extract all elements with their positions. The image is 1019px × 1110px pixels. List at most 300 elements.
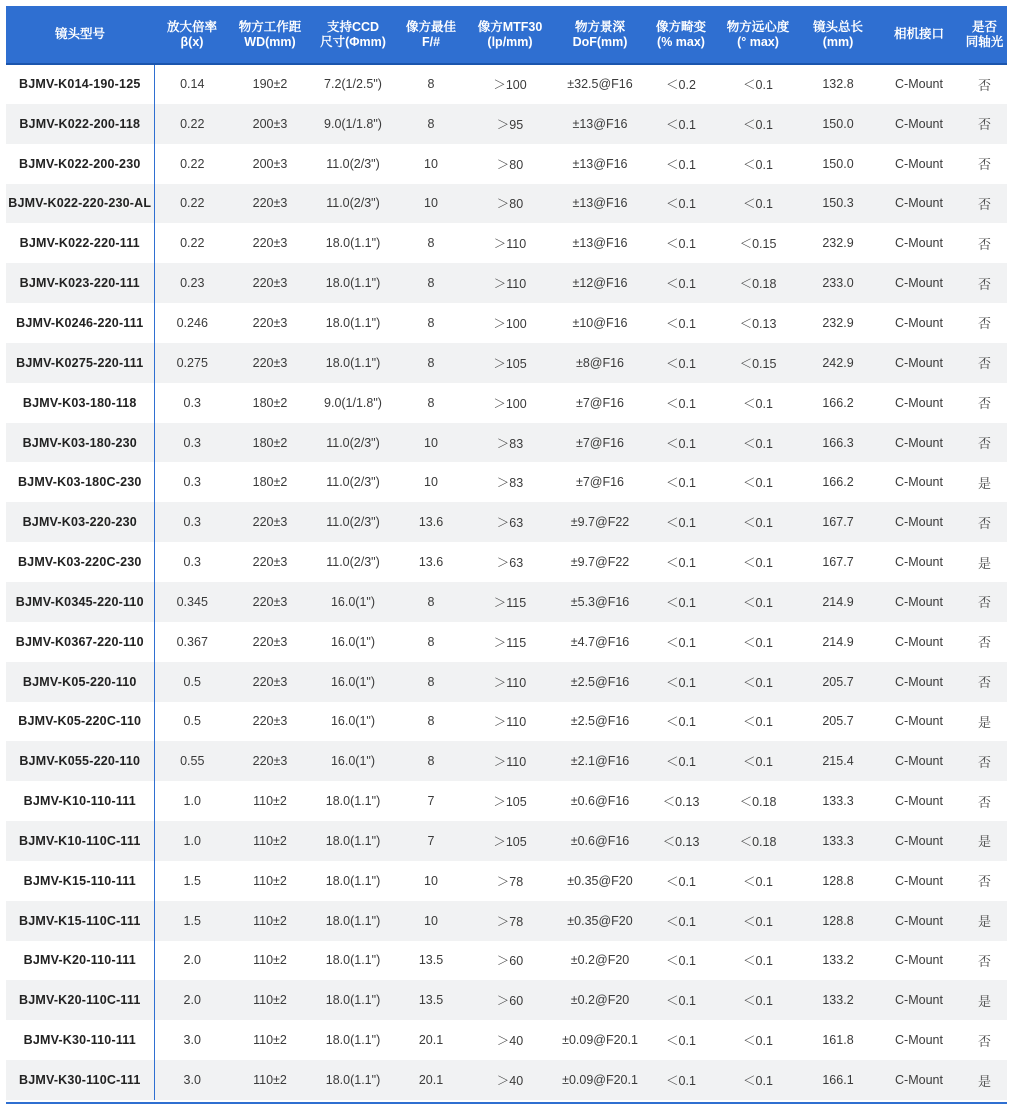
column-header-working-distance <box>230 6 310 64</box>
cell-magnification: 1.5 <box>183 913 201 928</box>
table-header <box>6 6 1007 64</box>
cell-camera-mount: C-Mount <box>895 1073 943 1088</box>
table-row <box>6 741 1007 781</box>
column-header-line2: β(x) <box>180 34 204 49</box>
cell-depth-of-field: ±13@F16 <box>572 116 628 131</box>
cell-working-distance: 220±3 <box>252 196 288 211</box>
column-header-line1: 是否 <box>971 19 997 34</box>
cell-ccd-size: 11.0(2/3") <box>326 475 380 490</box>
cell-f-number: 8 <box>427 634 435 649</box>
cell-ccd-size: 18.0(1.1") <box>325 873 381 888</box>
column-header-line2: WD(mm) <box>244 34 296 49</box>
cell-magnification: 2.0 <box>183 993 201 1008</box>
cell-depth-of-field: ±0.2@F20 <box>570 993 630 1008</box>
cell-coaxial-light: 否 <box>977 1033 991 1049</box>
cell-camera-mount: C-Mount <box>895 714 943 729</box>
column-header-line1: 支持CCD <box>326 19 380 34</box>
cell-working-distance: 220±3 <box>252 714 288 729</box>
cell-mtf30: ＞115 <box>493 595 527 610</box>
column-header-coaxial-light <box>962 6 1007 64</box>
column-header-model <box>6 6 154 64</box>
cell-depth-of-field: ±9.7@F22 <box>570 515 630 530</box>
cell-telecentricity: ＜0.1 <box>743 994 773 1009</box>
cell-coaxial-light: 是 <box>977 914 991 930</box>
cell-coaxial-light: 否 <box>977 356 991 372</box>
cell-f-number: 7 <box>427 794 435 809</box>
cell-camera-mount: C-Mount <box>895 555 943 570</box>
cell-telecentricity: ＜0.18 <box>739 277 777 292</box>
cell-distortion: ＜0.1 <box>666 1034 696 1049</box>
cell-camera-mount: C-Mount <box>895 1033 943 1048</box>
cell-total-length: 167.7 <box>822 515 854 530</box>
column-header-line1: 像方MTF30 <box>477 19 543 34</box>
cell-depth-of-field: ±9.7@F22 <box>570 555 630 570</box>
cell-coaxial-light: 否 <box>977 595 991 611</box>
cell-model: BJMV-K20-110C-111 <box>6 980 154 1020</box>
cell-f-number: 10 <box>424 475 438 490</box>
cell-model: BJMV-K15-110C-111 <box>6 901 154 941</box>
cell-ccd-size: 11.0(2/3") <box>326 515 380 530</box>
column-header-line2: (% max) <box>657 34 705 49</box>
cell-depth-of-field: ±2.5@F16 <box>570 714 630 729</box>
table-row <box>6 223 1007 263</box>
column-header-line2: (lp/mm) <box>487 34 533 49</box>
cell-total-length: 128.8 <box>822 873 854 888</box>
cell-total-length: 133.3 <box>822 833 854 848</box>
cell-working-distance: 220±3 <box>252 674 288 689</box>
cell-ccd-size: 11.0(2/3") <box>326 196 380 211</box>
cell-magnification: 0.22 <box>180 156 205 171</box>
cell-f-number: 20.1 <box>418 1073 444 1088</box>
cell-camera-mount: C-Mount <box>895 634 943 649</box>
cell-magnification: 0.3 <box>183 435 201 450</box>
cell-coaxial-light: 否 <box>977 635 991 651</box>
cell-telecentricity: ＜0.1 <box>743 476 773 491</box>
cell-model: BJMV-K30-110-111 <box>6 1020 154 1060</box>
cell-total-length: 233.0 <box>822 276 854 291</box>
cell-ccd-size: 18.0(1.1") <box>325 953 381 968</box>
cell-working-distance: 110±2 <box>253 993 287 1008</box>
table-row <box>6 542 1007 582</box>
cell-coaxial-light: 否 <box>977 117 991 133</box>
cell-coaxial-light: 否 <box>977 754 991 770</box>
cell-working-distance: 220±3 <box>252 594 288 609</box>
cell-magnification: 0.3 <box>183 395 201 410</box>
table-row <box>6 144 1007 184</box>
cell-working-distance: 110±2 <box>253 913 287 928</box>
cell-coaxial-light: 否 <box>977 953 991 969</box>
column-header-f-number <box>396 6 466 64</box>
column-header-line1: 物方工作距 <box>238 19 302 34</box>
cell-model: BJMV-K03-180-230 <box>6 423 154 463</box>
cell-ccd-size: 18.0(1.1") <box>325 1073 381 1088</box>
cell-model: BJMV-K022-200-230 <box>6 144 154 184</box>
cell-total-length: 214.9 <box>822 634 854 649</box>
cell-mtf30: ＞110 <box>493 675 527 690</box>
cell-coaxial-light: 否 <box>977 515 991 531</box>
cell-distortion: ＜0.1 <box>666 595 696 610</box>
cell-mtf30: ＞63 <box>496 556 524 571</box>
cell-distortion: ＜0.1 <box>666 914 696 929</box>
cell-f-number: 20.1 <box>418 1033 444 1048</box>
cell-mtf30: ＞80 <box>496 157 524 172</box>
cell-working-distance: 200±3 <box>252 156 288 171</box>
cell-magnification: 0.5 <box>183 674 201 689</box>
column-header-line2: DoF(mm) <box>572 34 628 49</box>
cell-model: BJMV-K055-220-110 <box>6 741 154 781</box>
cell-working-distance: 180±2 <box>252 435 288 450</box>
table-row <box>6 662 1007 702</box>
cell-coaxial-light: 否 <box>977 236 991 252</box>
cell-telecentricity: ＜0.18 <box>739 795 777 810</box>
column-header-line1: 镜头总长 <box>812 19 863 34</box>
cell-ccd-size: 18.0(1.1") <box>325 794 381 809</box>
column-header-total-length <box>800 6 876 64</box>
cell-ccd-size: 11.0(2/3") <box>326 555 380 570</box>
table-row <box>6 64 1007 104</box>
cell-working-distance: 110±2 <box>253 794 287 809</box>
cell-model: BJMV-K0367-220-110 <box>6 622 154 662</box>
cell-camera-mount: C-Mount <box>895 77 943 92</box>
table-row <box>6 383 1007 423</box>
cell-camera-mount: C-Mount <box>895 276 943 291</box>
cell-distortion: ＜0.1 <box>666 316 696 331</box>
cell-camera-mount: C-Mount <box>895 395 943 410</box>
cell-depth-of-field: ±0.09@F20.1 <box>562 1073 638 1088</box>
cell-coaxial-light: 是 <box>977 475 991 491</box>
cell-working-distance: 110±2 <box>253 953 287 968</box>
column-header-line1: 物方远心度 <box>726 19 790 34</box>
cell-camera-mount: C-Mount <box>895 873 943 888</box>
cell-depth-of-field: ±10@F16 <box>572 315 628 330</box>
cell-working-distance: 180±2 <box>252 475 288 490</box>
cell-f-number: 8 <box>427 77 435 92</box>
cell-depth-of-field: ±32.5@F16 <box>567 77 633 92</box>
cell-f-number: 13.5 <box>418 953 444 968</box>
cell-total-length: 242.9 <box>822 355 854 370</box>
cell-telecentricity: ＜0.1 <box>743 755 773 770</box>
table-row <box>6 941 1007 981</box>
cell-depth-of-field: ±13@F16 <box>572 236 628 251</box>
cell-coaxial-light: 否 <box>977 675 991 691</box>
cell-distortion: ＜0.1 <box>666 476 696 491</box>
cell-working-distance: 200±3 <box>252 116 288 131</box>
table-row <box>6 1060 1007 1100</box>
cell-total-length: 232.9 <box>822 315 854 330</box>
cell-total-length: 133.2 <box>822 993 854 1008</box>
cell-ccd-size: 16.0(1") <box>330 714 376 729</box>
cell-distortion: ＜0.1 <box>666 277 696 292</box>
column-header-line1: 相机接口 <box>893 27 944 41</box>
table-row <box>6 861 1007 901</box>
cell-depth-of-field: ±8@F16 <box>575 355 625 370</box>
cell-distortion: ＜0.1 <box>666 516 696 531</box>
cell-mtf30: ＞100 <box>493 396 527 411</box>
cell-telecentricity: ＜0.1 <box>743 556 773 571</box>
cell-telecentricity: ＜0.1 <box>743 635 773 650</box>
cell-mtf30: ＞63 <box>496 516 524 531</box>
cell-magnification: 0.3 <box>183 515 201 530</box>
cell-ccd-size: 18.0(1.1") <box>325 355 381 370</box>
cell-total-length: 205.7 <box>822 674 854 689</box>
cell-telecentricity: ＜0.1 <box>743 117 773 132</box>
cell-mtf30: ＞78 <box>496 874 524 889</box>
cell-f-number: 10 <box>424 156 438 171</box>
cell-camera-mount: C-Mount <box>895 236 943 251</box>
cell-f-number: 8 <box>427 315 435 330</box>
cell-depth-of-field: ±12@F16 <box>572 276 628 291</box>
cell-distortion: ＜0.1 <box>666 157 696 172</box>
lens-spec-table <box>6 6 1007 1100</box>
column-header-telecentricity <box>716 6 800 64</box>
cell-f-number: 8 <box>427 395 435 410</box>
cell-coaxial-light: 否 <box>977 396 991 412</box>
cell-mtf30: ＞40 <box>496 1034 524 1049</box>
cell-model: BJMV-K03-220C-230 <box>6 542 154 582</box>
cell-total-length: 166.3 <box>822 435 854 450</box>
cell-depth-of-field: ±5.3@F16 <box>570 594 630 609</box>
cell-telecentricity: ＜0.1 <box>743 874 773 889</box>
cell-magnification: 0.3 <box>183 555 201 570</box>
cell-distortion: ＜0.1 <box>666 237 696 252</box>
column-header-depth-of-field <box>554 6 646 64</box>
cell-camera-mount: C-Mount <box>895 993 943 1008</box>
cell-coaxial-light: 否 <box>977 436 991 452</box>
cell-distortion: ＜0.13 <box>662 834 700 849</box>
cell-magnification: 3.0 <box>183 1073 201 1088</box>
cell-mtf30: ＞100 <box>493 316 527 331</box>
cell-magnification: 3.0 <box>183 1033 201 1048</box>
cell-ccd-size: 11.0(2/3") <box>326 156 380 171</box>
cell-ccd-size: 16.0(1") <box>330 674 376 689</box>
table-row <box>6 263 1007 303</box>
cell-mtf30: ＞83 <box>496 476 524 491</box>
column-header-ccd-size <box>310 6 396 64</box>
cell-working-distance: 220±3 <box>252 315 288 330</box>
cell-telecentricity: ＜0.13 <box>739 316 777 331</box>
table-row <box>6 901 1007 941</box>
cell-total-length: 161.8 <box>822 1033 854 1048</box>
column-header-mtf30 <box>466 6 554 64</box>
column-header-camera-mount <box>876 6 962 64</box>
cell-depth-of-field: ±0.6@F16 <box>570 833 630 848</box>
cell-f-number: 8 <box>427 594 435 609</box>
cell-coaxial-light: 否 <box>977 874 991 890</box>
cell-model: BJMV-K0345-220-110 <box>6 582 154 622</box>
cell-magnification: 1.0 <box>183 833 201 848</box>
cell-camera-mount: C-Mount <box>895 355 943 370</box>
cell-distortion: ＜0.1 <box>666 197 696 212</box>
cell-distortion: ＜0.1 <box>666 1074 696 1089</box>
cell-distortion: ＜0.13 <box>662 795 700 810</box>
cell-total-length: 150.0 <box>822 156 854 171</box>
cell-total-length: 167.7 <box>822 555 854 570</box>
cell-model: BJMV-K023-220-111 <box>6 263 154 303</box>
cell-f-number: 13.6 <box>418 515 444 530</box>
cell-distortion: ＜0.1 <box>666 954 696 969</box>
cell-depth-of-field: ±7@F16 <box>575 475 625 490</box>
cell-f-number: 13.6 <box>418 555 444 570</box>
table-bottom-border <box>6 1102 1007 1104</box>
cell-magnification: 0.275 <box>176 355 208 370</box>
cell-total-length: 133.2 <box>822 953 854 968</box>
column-header-line2: 同轴光 <box>965 34 1004 49</box>
cell-mtf30: ＞60 <box>496 954 524 969</box>
cell-model: BJMV-K022-200-118 <box>6 104 154 144</box>
cell-magnification: 0.23 <box>180 276 205 291</box>
cell-telecentricity: ＜0.1 <box>743 197 773 212</box>
cell-magnification: 0.55 <box>180 754 205 769</box>
column-header-line1: 像方畸变 <box>655 19 706 34</box>
column-header-line2: 尺寸(Φmm) <box>320 34 386 49</box>
cell-telecentricity: ＜0.1 <box>743 436 773 451</box>
cell-ccd-size: 16.0(1") <box>330 594 376 609</box>
cell-total-length: 214.9 <box>822 594 854 609</box>
cell-ccd-size: 16.0(1") <box>330 754 376 769</box>
table-row <box>6 423 1007 463</box>
cell-model: BJMV-K05-220-110 <box>6 662 154 702</box>
cell-mtf30: ＞105 <box>493 356 527 371</box>
cell-ccd-size: 16.0(1") <box>330 634 376 649</box>
cell-magnification: 0.14 <box>180 77 205 92</box>
cell-telecentricity: ＜0.15 <box>739 356 777 371</box>
cell-distortion: ＜0.1 <box>666 436 696 451</box>
cell-camera-mount: C-Mount <box>895 116 943 131</box>
cell-depth-of-field: ±2.1@F16 <box>570 754 630 769</box>
cell-total-length: 166.2 <box>822 395 854 410</box>
cell-working-distance: 110±2 <box>253 873 287 888</box>
table-row <box>6 462 1007 502</box>
cell-coaxial-light: 否 <box>977 196 991 212</box>
cell-working-distance: 220±3 <box>252 634 288 649</box>
cell-model: BJMV-K05-220C-110 <box>6 702 154 742</box>
cell-distortion: ＜0.2 <box>666 78 696 93</box>
cell-magnification: 0.367 <box>176 634 208 649</box>
table-body <box>6 64 1007 1100</box>
cell-total-length: 132.8 <box>822 77 854 92</box>
cell-coaxial-light: 是 <box>977 714 991 730</box>
column-header-line1: 像方最佳 <box>405 19 456 34</box>
cell-depth-of-field: ±4.7@F16 <box>570 634 630 649</box>
column-header-line1: 物方景深 <box>574 19 625 34</box>
cell-ccd-size: 9.0(1/1.8") <box>324 116 382 131</box>
cell-ccd-size: 18.0(1.1") <box>325 913 381 928</box>
cell-depth-of-field: ±0.09@F20.1 <box>562 1033 638 1048</box>
cell-telecentricity: ＜0.1 <box>743 78 773 93</box>
cell-total-length: 133.3 <box>822 794 854 809</box>
cell-mtf30: ＞110 <box>493 755 527 770</box>
cell-camera-mount: C-Mount <box>895 196 943 211</box>
cell-depth-of-field: ±2.5@F16 <box>570 674 630 689</box>
table-row <box>6 781 1007 821</box>
cell-model: BJMV-K20-110-111 <box>6 941 154 981</box>
cell-telecentricity: ＜0.15 <box>739 237 777 252</box>
cell-coaxial-light: 否 <box>977 316 991 332</box>
cell-ccd-size: 7.2(1/2.5") <box>324 77 382 92</box>
cell-telecentricity: ＜0.1 <box>743 914 773 929</box>
cell-distortion: ＜0.1 <box>666 755 696 770</box>
cell-ccd-size: 11.0(2/3") <box>326 435 380 450</box>
cell-model: BJMV-K10-110C-111 <box>6 821 154 861</box>
table-row <box>6 980 1007 1020</box>
cell-ccd-size: 18.0(1.1") <box>325 993 381 1008</box>
cell-coaxial-light: 否 <box>977 276 991 292</box>
cell-coaxial-light: 否 <box>977 794 991 810</box>
cell-total-length: 150.3 <box>822 196 854 211</box>
column-header-line2: (mm) <box>822 34 854 49</box>
cell-camera-mount: C-Mount <box>895 515 943 530</box>
cell-telecentricity: ＜0.1 <box>743 954 773 969</box>
cell-distortion: ＜0.1 <box>666 556 696 571</box>
cell-camera-mount: C-Mount <box>895 594 943 609</box>
cell-f-number: 7 <box>427 833 435 848</box>
cell-f-number: 8 <box>427 674 435 689</box>
cell-total-length: 166.2 <box>822 475 854 490</box>
cell-working-distance: 220±3 <box>252 555 288 570</box>
cell-ccd-size: 18.0(1.1") <box>325 1033 381 1048</box>
cell-model: BJMV-K022-220-230-AL <box>6 184 154 224</box>
cell-distortion: ＜0.1 <box>666 994 696 1009</box>
cell-camera-mount: C-Mount <box>895 315 943 330</box>
cell-total-length: 128.8 <box>822 913 854 928</box>
cell-working-distance: 110±2 <box>253 833 287 848</box>
cell-depth-of-field: ±7@F16 <box>575 395 625 410</box>
cell-working-distance: 180±2 <box>252 395 288 410</box>
cell-camera-mount: C-Mount <box>895 794 943 809</box>
table-row <box>6 184 1007 224</box>
table-row <box>6 502 1007 542</box>
cell-distortion: ＜0.1 <box>666 715 696 730</box>
cell-magnification: 0.5 <box>183 714 201 729</box>
cell-working-distance: 190±2 <box>252 77 288 92</box>
cell-distortion: ＜0.1 <box>666 675 696 690</box>
column-header-line1: 放大倍率 <box>166 19 217 34</box>
cell-total-length: 150.0 <box>822 116 854 131</box>
table-row <box>6 702 1007 742</box>
cell-depth-of-field: ±0.35@F20 <box>567 873 633 888</box>
cell-f-number: 10 <box>424 913 438 928</box>
cell-telecentricity: ＜0.1 <box>743 1034 773 1049</box>
cell-distortion: ＜0.1 <box>666 356 696 371</box>
cell-coaxial-light: 否 <box>977 157 991 173</box>
cell-model: BJMV-K0275-220-111 <box>6 343 154 383</box>
cell-ccd-size: 18.0(1.1") <box>325 315 381 330</box>
cell-f-number: 8 <box>427 714 435 729</box>
table-row <box>6 104 1007 144</box>
cell-ccd-size: 18.0(1.1") <box>325 276 381 291</box>
cell-magnification: 0.345 <box>176 594 208 609</box>
cell-model: BJMV-K03-180-118 <box>6 383 154 423</box>
cell-mtf30: ＞60 <box>496 994 524 1009</box>
cell-f-number: 13.5 <box>418 993 444 1008</box>
cell-mtf30: ＞40 <box>496 1074 524 1089</box>
cell-depth-of-field: ±0.2@F20 <box>570 953 630 968</box>
cell-telecentricity: ＜0.1 <box>743 516 773 531</box>
cell-coaxial-light: 是 <box>977 1073 991 1089</box>
cell-f-number: 8 <box>427 116 435 131</box>
cell-mtf30: ＞78 <box>496 914 524 929</box>
cell-depth-of-field: ±0.35@F20 <box>567 913 633 928</box>
cell-telecentricity: ＜0.1 <box>743 396 773 411</box>
column-header-line1: 镜头型号 <box>54 27 105 41</box>
header-row <box>6 6 1007 64</box>
cell-mtf30: ＞80 <box>496 197 524 212</box>
cell-total-length: 232.9 <box>822 236 854 251</box>
table-row <box>6 821 1007 861</box>
cell-working-distance: 220±3 <box>252 355 288 370</box>
cell-model: BJMV-K0246-220-111 <box>6 303 154 343</box>
cell-telecentricity: ＜0.18 <box>739 834 777 849</box>
